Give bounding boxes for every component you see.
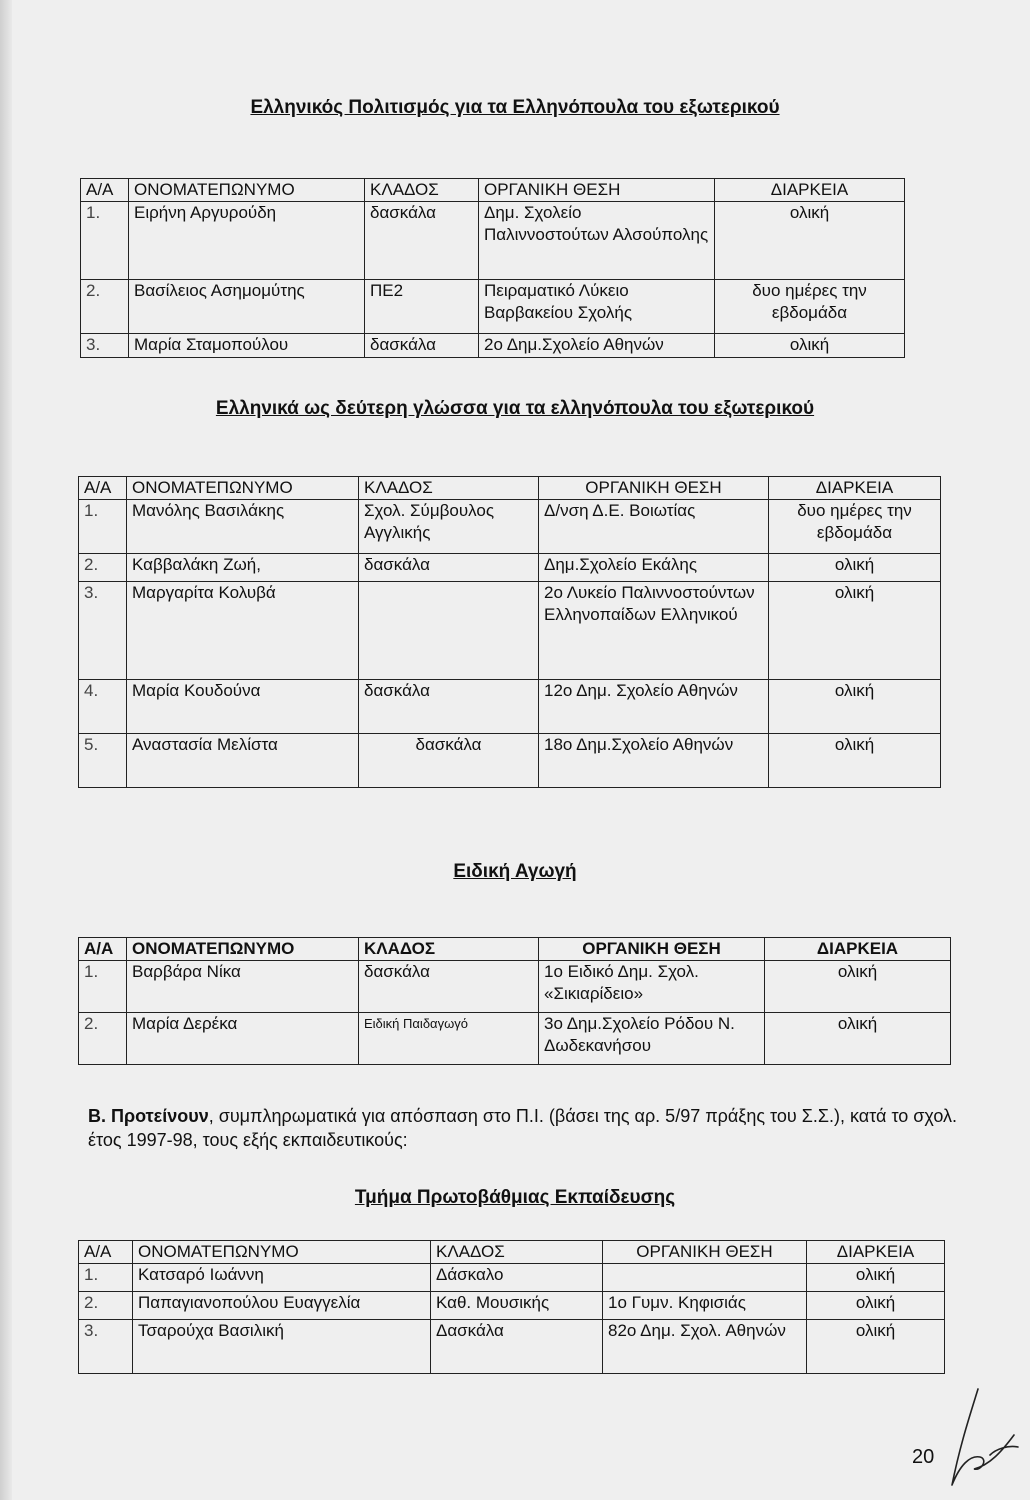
table-row <box>79 1264 945 1292</box>
row-position: Δ/νση Δ.Ε. Βοιωτίας <box>539 500 769 554</box>
row-branch: δασκάλα <box>365 202 479 280</box>
row-name: Παπαγιανοπούλου Ευαγγελία <box>133 1292 431 1320</box>
row-branch: Δασκάλα <box>431 1320 603 1374</box>
row-name: Καββαλάκη Ζωή, <box>127 554 359 582</box>
row-number: 3. <box>79 1320 133 1374</box>
header-aa: Α/Α <box>79 477 127 500</box>
row-branch: Ειδική Παιδαγωγό <box>359 1013 539 1065</box>
table-row <box>79 1013 951 1065</box>
row-name: Μανόλης Βασιλάκης <box>127 500 359 554</box>
table-row <box>79 961 951 1013</box>
row-number: 3. <box>79 582 127 680</box>
table-row <box>79 500 941 554</box>
section4-title: Τμήμα Πρωτοβάθμιας Εκπαίδευσης <box>354 1187 676 1208</box>
row-name: Μαρία Κουδούνα <box>127 680 359 734</box>
header-aa: Α/Α <box>81 179 129 202</box>
section2-title: Ελληνικά ως δεύτερη γλώσσα για τα ελληνόπουλα του εξωτερικού <box>215 398 815 419</box>
row-name: Αναστασία Μελίστα <box>127 734 359 788</box>
header-branch: ΚΛΑΔΟΣ <box>365 179 479 202</box>
row-branch: δασκάλα <box>359 680 539 734</box>
row-branch: δασκάλα <box>365 334 479 358</box>
row-number: 2. <box>79 554 127 582</box>
header-position: ΟΡΓΑΝΙΚΗ ΘΕΣΗ <box>603 1241 807 1264</box>
header-aa: Α/Α <box>79 1241 133 1264</box>
row-branch: Δάσκαλο <box>431 1264 603 1292</box>
section4-table <box>78 1240 945 1374</box>
row-number: 1. <box>79 500 127 554</box>
row-duration: ολική <box>769 582 941 680</box>
row-branch: δασκάλα <box>359 734 539 788</box>
header-duration: ΔΙΑΡΚΕΙΑ <box>715 179 905 202</box>
row-number: 1. <box>79 1264 133 1292</box>
row-position: 12ο Δημ. Σχολείο Αθηνών <box>539 680 769 734</box>
row-position: Πειραματικό Λύκειο Βαρβακείου Σχολής <box>479 280 715 334</box>
row-duration: δυο ημέρες την εβδομάδα <box>715 280 905 334</box>
header-branch: ΚΛΑΔΟΣ <box>431 1241 603 1264</box>
table-header-row <box>79 1241 945 1264</box>
row-number: 1. <box>81 202 129 280</box>
header-name: ΟΝΟΜΑΤΕΠΩΝΥΜΟ <box>127 477 359 500</box>
header-name: ΟΝΟΜΑΤΕΠΩΝΥΜΟ <box>129 179 365 202</box>
row-position: Δημ.Σχολείο Εκάλης <box>539 554 769 582</box>
row-branch <box>359 582 539 680</box>
table-row <box>79 680 941 734</box>
row-position: 1ο Γυμν. Κηφισιάς <box>603 1292 807 1320</box>
row-branch: Καθ. Μουσικής <box>431 1292 603 1320</box>
table-row <box>79 734 941 788</box>
page-edge-shadow <box>0 0 12 1500</box>
row-duration: ολική <box>807 1320 945 1374</box>
row-name: Μαργαρίτα Κολυβά <box>127 582 359 680</box>
row-number: 4. <box>79 680 127 734</box>
row-duration: δυο ημέρες την εβδομάδα <box>769 500 941 554</box>
row-duration: ολική <box>769 554 941 582</box>
header-position: ΟΡΓΑΝΙΚΗ ΘΕΣΗ <box>539 938 765 961</box>
row-duration: ολική <box>807 1292 945 1320</box>
row-name: Βασίλειος Ασημομύτης <box>129 280 365 334</box>
header-branch: ΚΛΑΔΟΣ <box>359 938 539 961</box>
row-number: 5. <box>79 734 127 788</box>
row-name: Μαρία Δερέκα <box>127 1013 359 1065</box>
header-position: ΟΡΓΑΝΙΚΗ ΘΕΣΗ <box>539 477 769 500</box>
row-duration: ολική <box>715 334 905 358</box>
table-header-row <box>81 179 905 202</box>
table-row <box>81 280 905 334</box>
table-row <box>79 1292 945 1320</box>
table-header-row <box>79 477 941 500</box>
section2-table <box>78 476 941 788</box>
row-number: 1. <box>79 961 127 1013</box>
table-row <box>79 1320 945 1374</box>
table-header-row <box>79 938 951 961</box>
section1-table <box>80 178 905 358</box>
signature-mark <box>930 1385 1025 1495</box>
row-name: Ειρήνη Αργυρούδη <box>129 202 365 280</box>
row-branch: δασκάλα <box>359 961 539 1013</box>
section3-table <box>78 937 951 1065</box>
proposal-lead: Β. Προτείνουν <box>88 1106 209 1126</box>
proposal-text: , συμπληρωματικά για απόσπαση στο Π.Ι. (βάσει της αρ. 5/97 πράξης του Σ.Σ.), κατά το σχολ. έτος 1997-98, τους εξής εκπαιδευτικούς: <box>88 1106 958 1150</box>
row-duration: ολική <box>715 202 905 280</box>
proposal-paragraph <box>88 1104 958 1152</box>
row-position <box>603 1264 807 1292</box>
row-branch: ΠΕ2 <box>365 280 479 334</box>
section3-title: Ειδική Αγωγή <box>453 861 577 882</box>
table-row <box>79 554 941 582</box>
row-number: 3. <box>81 334 129 358</box>
header-aa: Α/Α <box>79 938 127 961</box>
row-position: 2ο Λυκείο Παλιννοστούντων Ελληνοπαίδων Ελληνικού <box>539 582 769 680</box>
header-duration: ΔΙΑΡΚΕΙΑ <box>769 477 941 500</box>
row-position: 2ο Δημ.Σχολείο Αθηνών <box>479 334 715 358</box>
row-duration: ολική <box>769 680 941 734</box>
page-number: 20 <box>912 1446 935 1468</box>
row-duration: ολική <box>765 961 951 1013</box>
row-name: Κατσαρό Ιωάννη <box>133 1264 431 1292</box>
row-duration: ολική <box>807 1264 945 1292</box>
row-number: 2. <box>79 1013 127 1065</box>
row-number: 2. <box>81 280 129 334</box>
row-branch: Σχολ. Σύμβουλος Αγγλικής <box>359 500 539 554</box>
header-position: ΟΡΓΑΝΙΚΗ ΘΕΣΗ <box>479 179 715 202</box>
row-position: 18ο Δημ.Σχολείο Αθηνών <box>539 734 769 788</box>
row-position: 1ο Ειδικό Δημ. Σχολ. «Σικιαρίδειο» <box>539 961 765 1013</box>
table-row <box>81 334 905 358</box>
row-position: Δημ. Σχολείο Παλιννοστούτων Αλσούπολης <box>479 202 715 280</box>
header-name: ΟΝΟΜΑΤΕΠΩΝΥΜΟ <box>133 1241 431 1264</box>
header-name: ΟΝΟΜΑΤΕΠΩΝΥΜΟ <box>127 938 359 961</box>
row-position: 3ο Δημ.Σχολείο Ρόδου Ν. Δωδεκανήσου <box>539 1013 765 1065</box>
row-name: Τσαρούχα Βασιλική <box>133 1320 431 1374</box>
row-duration: ολική <box>769 734 941 788</box>
row-position: 82ο Δημ. Σχολ. Αθηνών <box>603 1320 807 1374</box>
row-duration: ολική <box>765 1013 951 1065</box>
header-branch: ΚΛΑΔΟΣ <box>359 477 539 500</box>
table-row <box>79 582 941 680</box>
header-duration: ΔΙΑΡΚΕΙΑ <box>765 938 951 961</box>
row-name: Μαρία Σταμοπούλου <box>129 334 365 358</box>
section1-title: Ελληνικός Πολιτισμός για τα Ελληνόπουλα του εξωτερικού <box>250 97 780 118</box>
table-row <box>81 202 905 280</box>
header-duration: ΔΙΑΡΚΕΙΑ <box>807 1241 945 1264</box>
row-name: Βαρβάρα Νίκα <box>127 961 359 1013</box>
row-number: 2. <box>79 1292 133 1320</box>
row-branch: δασκάλα <box>359 554 539 582</box>
